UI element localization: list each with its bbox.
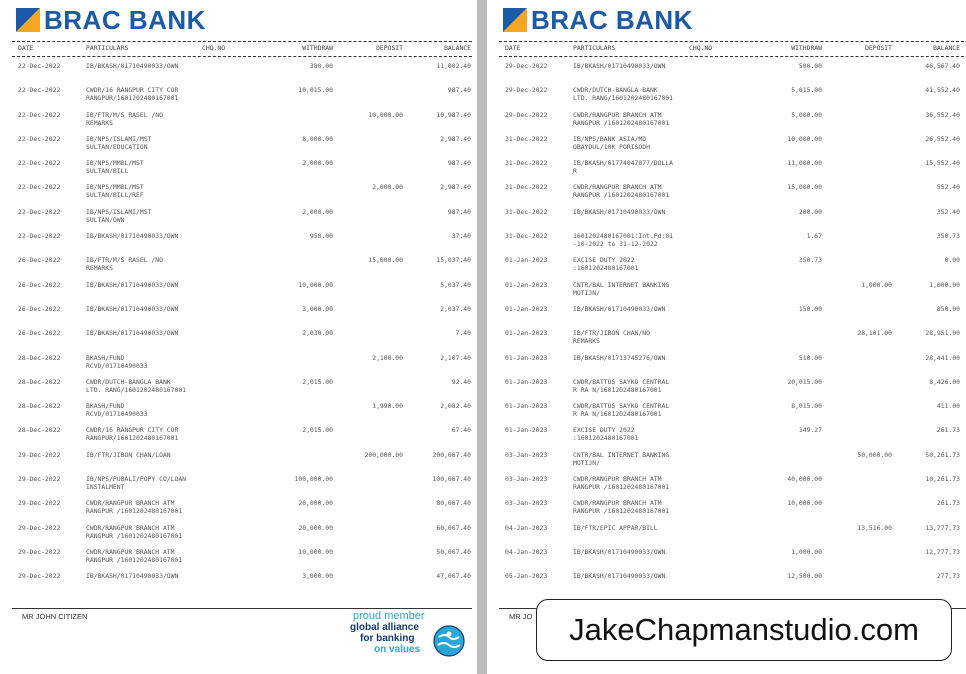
footer-rule bbox=[12, 608, 472, 609]
txn-particulars: CWDR/RANGPUR BRANCH ATM RANGPUR /1601202480167001 bbox=[573, 110, 670, 127]
txn-particulars: CWDR/BATTUS SAYKO CENTRAL R RA N/1601202480167001 bbox=[573, 377, 670, 394]
txn-particulars: CWDR/RANGPUR BRANCH ATM RANGPUR /1601202480167001 bbox=[573, 499, 670, 516]
txn-withdraw: 12,500.00 bbox=[787, 572, 822, 581]
txn-balance: 11,002.40 bbox=[436, 62, 471, 70]
txn-withdraw: 350.73 bbox=[798, 256, 822, 265]
txn-balance: 100,067.40 bbox=[432, 475, 471, 484]
txn-date: 03-Jan-2023 bbox=[505, 475, 548, 484]
txn-balance: 50,067.40 bbox=[436, 547, 471, 556]
txn-balance: 37.40 bbox=[451, 232, 471, 241]
txn-balance: 41,552.40 bbox=[925, 86, 960, 95]
column-header bbox=[0, 44, 477, 56]
txn-particulars: IB/BKASH/01710490033/OWN bbox=[573, 62, 666, 70]
txn-withdraw: 2,000.00 bbox=[302, 159, 333, 168]
txn-balance: 2,037.40 bbox=[440, 304, 471, 313]
txn-balance: 13,777.73 bbox=[925, 523, 960, 532]
col-particulars: PARTICULARS bbox=[86, 44, 129, 52]
txn-balance: 261.73 bbox=[936, 499, 960, 508]
txn-balance: 80,067.40 bbox=[436, 499, 471, 508]
txn-particulars: IB/BKASH/01710490033/OWN bbox=[573, 207, 666, 216]
txn-date: 29-Dec-2022 bbox=[18, 450, 61, 459]
txn-particulars: 1601202480167001:Int.Pd:01 -10-2022 to 31-12-2022 bbox=[573, 232, 674, 249]
transaction-row bbox=[0, 208, 477, 232]
transaction-row bbox=[487, 62, 966, 86]
bank-name: BRAC BANK bbox=[44, 5, 206, 35]
txn-balance: 261.73 bbox=[936, 426, 960, 435]
txn-date: 22-Dec-2022 bbox=[18, 232, 61, 241]
txn-date: 29-Dec-2022 bbox=[505, 62, 548, 70]
txn-balance: 46,567.40 bbox=[925, 62, 960, 70]
account-holder-name: MR JOHN CITIZEN bbox=[22, 612, 88, 621]
statement-page-right bbox=[487, 0, 966, 674]
txn-particulars: CWDR/16 RANGPUR CITY COR RANGPUR/1601202480167001 bbox=[86, 86, 179, 103]
txn-date: 05-Jan-2023 bbox=[505, 572, 548, 581]
transaction-row bbox=[0, 281, 477, 305]
txn-date: 28-Dec-2022 bbox=[18, 402, 61, 411]
col-deposit: DEPOSIT bbox=[865, 44, 892, 52]
txn-withdraw: 20,015.00 bbox=[787, 377, 822, 386]
txn-particulars: BKASH/FUND RCVD/01710490033 bbox=[86, 353, 148, 370]
txn-withdraw: 5,015.00 bbox=[791, 86, 822, 95]
txn-particulars: IB/BKASH/01710490033/OWN bbox=[86, 572, 179, 581]
txn-withdraw: 8,000.00 bbox=[302, 134, 333, 143]
txn-particulars: IB/NPS/MMBL/MST SULTAN/BILL bbox=[86, 159, 144, 176]
brac-bank-logo bbox=[503, 6, 693, 34]
txn-balance: 200,067.40 bbox=[432, 450, 471, 459]
txn-particulars: IB/NPS/ISLAMI/MST SULTAN/OWN bbox=[86, 207, 152, 224]
txn-particulars: BKASH/FUND RCVD/01710490033 bbox=[86, 402, 148, 419]
transaction-row bbox=[0, 524, 477, 548]
txn-date: 04-Jan-2023 bbox=[505, 547, 548, 556]
header-top-rule bbox=[499, 41, 966, 42]
transaction-row bbox=[0, 135, 477, 159]
transaction-row bbox=[0, 111, 477, 135]
txn-deposit: 13,516.00 bbox=[857, 523, 892, 532]
txn-date: 26-Dec-2022 bbox=[18, 329, 61, 338]
txn-deposit: 2,100.00 bbox=[372, 353, 403, 362]
txn-deposit: 200,000.00 bbox=[364, 450, 403, 459]
txn-withdraw: 10,015.00 bbox=[298, 86, 333, 95]
txn-balance: 8,426.00 bbox=[929, 377, 960, 386]
gabv-line-3: for banking bbox=[360, 633, 415, 644]
transaction-row bbox=[487, 548, 966, 572]
txn-date: 22-Dec-2022 bbox=[18, 62, 61, 70]
txn-date: 28-Dec-2022 bbox=[18, 353, 61, 362]
txn-balance: 850.00 bbox=[936, 304, 960, 313]
txn-particulars: IB/NPS/PUBALI/POPY CO/LOAN INSTALMENT bbox=[86, 475, 187, 492]
txn-withdraw: 20,000.00 bbox=[298, 523, 333, 532]
transaction-row bbox=[487, 183, 966, 207]
txn-date: 31-Dec-2022 bbox=[505, 183, 548, 192]
txn-date: 01-Jan-2023 bbox=[505, 353, 548, 362]
txn-date: 31-Dec-2022 bbox=[505, 232, 548, 241]
transaction-row bbox=[0, 475, 477, 499]
txn-date: 01-Jan-2023 bbox=[505, 329, 548, 338]
txn-withdraw: 510.00 bbox=[798, 353, 822, 362]
txn-deposit: 10,000.00 bbox=[368, 110, 403, 119]
txn-withdraw: 2,030.00 bbox=[302, 329, 333, 338]
txn-particulars: IB/BKASH/01710490033/OWN bbox=[86, 329, 179, 338]
txn-balance: 36,552.40 bbox=[925, 110, 960, 119]
txn-particulars: IB/NPS/ISLAMI/MST SULTAN/EDUCATION bbox=[86, 134, 152, 151]
txn-particulars: IB/BKASH/01710490033/OWN bbox=[86, 232, 179, 241]
txn-balance: 350.73 bbox=[936, 232, 960, 241]
transaction-row bbox=[487, 86, 966, 110]
txn-particulars: IB/BKASH/01710490033/OWN bbox=[573, 547, 666, 556]
txn-deposit: 2,000.00 bbox=[372, 183, 403, 192]
txn-date: 22-Dec-2022 bbox=[18, 183, 61, 192]
column-header bbox=[487, 44, 966, 56]
txn-withdraw: 2,015.00 bbox=[302, 377, 333, 386]
txn-withdraw: 2,015.00 bbox=[302, 426, 333, 435]
txn-withdraw: 950.00 bbox=[309, 232, 333, 241]
transaction-row bbox=[0, 159, 477, 183]
transaction-row bbox=[487, 305, 966, 329]
txn-particulars: EXCISE DUTY 2022 :1601202480167001 bbox=[573, 256, 639, 273]
txn-date: 31-Dec-2022 bbox=[505, 159, 548, 168]
txn-balance: 50,261.73 bbox=[925, 450, 960, 459]
txn-balance: 2,987.40 bbox=[440, 183, 471, 192]
txn-balance: 28,441.00 bbox=[925, 353, 960, 362]
transaction-row bbox=[0, 62, 477, 86]
txn-date: 26-Dec-2022 bbox=[18, 256, 61, 265]
txn-particulars: CNTR/BAL INTERNET BANKING MOTIJN/ bbox=[573, 280, 670, 297]
gabv-line-1: proud member bbox=[353, 610, 425, 622]
txn-date: 29-Dec-2022 bbox=[505, 86, 548, 95]
col-deposit: DEPOSIT bbox=[376, 44, 403, 52]
txn-withdraw: 100,000.00 bbox=[294, 475, 333, 484]
transaction-row bbox=[487, 281, 966, 305]
txn-particulars: CWDR/DUTCH-BANGLA BANK LTD. RANG/1601202480167001 bbox=[573, 86, 674, 103]
txn-withdraw: 40,000.00 bbox=[787, 475, 822, 484]
txn-balance: 277.73 bbox=[936, 572, 960, 581]
transaction-row bbox=[0, 572, 477, 596]
transaction-row bbox=[487, 135, 966, 159]
transaction-row bbox=[0, 402, 477, 426]
txn-date: 01-Jan-2023 bbox=[505, 402, 548, 411]
txn-balance: 26,552.40 bbox=[925, 134, 960, 143]
txn-particulars: CWDR/RANGPUR BRANCH ATM RANGPUR /1601202480167001 bbox=[573, 183, 670, 200]
transaction-row bbox=[0, 354, 477, 378]
txn-date: 29-Dec-2022 bbox=[18, 572, 61, 581]
bank-name: BRAC BANK bbox=[531, 5, 693, 35]
txn-particulars: IB/BKASH/01710490033/OWN bbox=[573, 572, 666, 581]
brac-bank-kite-icon bbox=[503, 8, 527, 32]
txn-date: 29-Dec-2022 bbox=[18, 475, 61, 484]
transaction-row bbox=[487, 451, 966, 475]
txn-date: 22-Dec-2022 bbox=[18, 86, 61, 95]
transaction-list bbox=[487, 62, 966, 597]
txn-balance: 987.40 bbox=[447, 207, 471, 216]
txn-balance: 12,777.73 bbox=[925, 547, 960, 556]
txn-balance: 5,037.40 bbox=[440, 280, 471, 289]
txn-date: 31-Dec-2022 bbox=[505, 134, 548, 143]
col-date: DATE bbox=[505, 44, 521, 52]
header-top-rule bbox=[12, 41, 472, 42]
transaction-row bbox=[487, 208, 966, 232]
txn-date: 29-Dec-2022 bbox=[18, 523, 61, 532]
txn-withdraw: 10,000.00 bbox=[298, 280, 333, 289]
txn-balance: 987.40 bbox=[447, 159, 471, 168]
col-date: DATE bbox=[18, 44, 34, 52]
txn-withdraw: 3,000.00 bbox=[302, 304, 333, 313]
txn-particulars: IB/FTR/M/S RASEL /NO REMARKS bbox=[86, 256, 163, 273]
header-bottom-rule bbox=[499, 56, 966, 57]
txn-date: 22-Dec-2022 bbox=[18, 134, 61, 143]
txn-date: 29-Dec-2022 bbox=[505, 110, 548, 119]
transaction-row bbox=[487, 354, 966, 378]
txn-withdraw: 15,000.00 bbox=[787, 183, 822, 192]
txn-withdraw: 200.00 bbox=[798, 207, 822, 216]
transaction-row bbox=[0, 86, 477, 110]
txn-date: 22-Dec-2022 bbox=[18, 159, 61, 168]
txn-deposit: 50,000.00 bbox=[857, 450, 892, 459]
transaction-row bbox=[0, 451, 477, 475]
txn-balance: 28,951.00 bbox=[925, 329, 960, 338]
txn-balance: 552.40 bbox=[936, 183, 960, 192]
transaction-row bbox=[0, 426, 477, 450]
txn-date: 03-Jan-2023 bbox=[505, 450, 548, 459]
txn-particulars: IB/FTR/JIBON CHAN/LOAN bbox=[86, 450, 171, 459]
txn-particulars: IB/BKASH/01710490033/OWN bbox=[86, 62, 179, 70]
txn-particulars: IB/BKASH/01710490033/OWN bbox=[86, 280, 179, 289]
txn-balance: 15,552.40 bbox=[925, 159, 960, 168]
txn-date: 01-Jan-2023 bbox=[505, 304, 548, 313]
txn-balance: 67.40 bbox=[451, 426, 471, 435]
txn-date: 01-Jan-2023 bbox=[505, 256, 548, 265]
txn-particulars: CWDR/BATTUS SAYKO CENTRAL R RA N/1601202480167001 bbox=[573, 402, 670, 419]
txn-particulars: IB/BKASH/01713745276/OWN bbox=[573, 353, 666, 362]
transaction-row bbox=[487, 402, 966, 426]
txn-date: 22-Dec-2022 bbox=[18, 207, 61, 216]
transaction-row bbox=[487, 256, 966, 280]
brac-bank-kite-icon bbox=[16, 8, 40, 32]
txn-balance: 10,261.73 bbox=[925, 475, 960, 484]
transaction-row bbox=[0, 232, 477, 256]
txn-date: 28-Dec-2022 bbox=[18, 377, 61, 386]
txn-withdraw: 20,000.00 bbox=[298, 499, 333, 508]
txn-particulars: CWDR/RANGPUR BRANCH ATM RANGPUR /1601202480167001 bbox=[573, 475, 670, 492]
col-withdraw: WITHDRAW bbox=[302, 44, 333, 52]
txn-deposit: 15,000.00 bbox=[368, 256, 403, 265]
txn-particulars: IB/FTR/M/S RASEL /NO REMARKS bbox=[86, 110, 163, 127]
txn-date: 01-Jan-2023 bbox=[505, 377, 548, 386]
col-balance: BALANCE bbox=[933, 44, 960, 52]
transaction-row bbox=[487, 499, 966, 523]
txn-balance: 0.00 bbox=[944, 256, 960, 265]
gabv-member-badge bbox=[350, 611, 468, 661]
txn-withdraw: 2,000.00 bbox=[302, 207, 333, 216]
txn-withdraw: 10,000.00 bbox=[787, 499, 822, 508]
txn-date: 31-Dec-2022 bbox=[505, 207, 548, 216]
transaction-row bbox=[487, 426, 966, 450]
txn-balance: 7.40 bbox=[455, 329, 471, 338]
transaction-row bbox=[0, 256, 477, 280]
txn-withdraw: 10,000.00 bbox=[298, 547, 333, 556]
txn-particulars: IB/BKASH/01710490033/OWN bbox=[573, 304, 666, 313]
txn-date: 29-Dec-2022 bbox=[18, 499, 61, 508]
txn-withdraw: 149.27 bbox=[798, 426, 822, 435]
txn-particulars: IB/BKASH/01710490033/OWN bbox=[86, 304, 179, 313]
txn-withdraw: 150.00 bbox=[798, 304, 822, 313]
transaction-row bbox=[0, 499, 477, 523]
txn-withdraw: 500.00 bbox=[798, 62, 822, 70]
col-chq-no: CHQ.NO bbox=[689, 44, 713, 52]
transaction-row bbox=[0, 305, 477, 329]
globe-icon bbox=[433, 625, 465, 657]
transaction-row bbox=[0, 329, 477, 353]
header-bottom-rule bbox=[12, 56, 472, 57]
txn-balance: 15,037.40 bbox=[436, 256, 471, 265]
txn-date: 26-Dec-2022 bbox=[18, 280, 61, 289]
transaction-row bbox=[0, 548, 477, 572]
txn-withdraw: 5,000.00 bbox=[791, 110, 822, 119]
page-divider bbox=[477, 0, 487, 674]
txn-balance: 60,067.40 bbox=[436, 523, 471, 532]
txn-particulars: CWDR/RANGPUR BRANCH ATM RANGPUR /1601202480167001 bbox=[86, 499, 183, 516]
txn-withdraw: 11,000.00 bbox=[787, 159, 822, 168]
txn-withdraw: 1,000.00 bbox=[791, 547, 822, 556]
txn-balance: 2,987.40 bbox=[440, 134, 471, 143]
transaction-list bbox=[0, 62, 477, 597]
txn-balance: 1,000.00 bbox=[929, 280, 960, 289]
col-particulars: PARTICULARS bbox=[573, 44, 616, 52]
txn-particulars: CWDR/RANGPUR BRANCH ATM RANGPUR /1601202480167001 bbox=[86, 523, 183, 540]
txn-balance: 47,067.40 bbox=[436, 572, 471, 581]
txn-date: 26-Dec-2022 bbox=[18, 304, 61, 313]
transaction-row bbox=[0, 378, 477, 402]
txn-particulars: IB/NPS/BANK ASIA/MD OBAYDUL/10K PORISODH bbox=[573, 134, 650, 151]
txn-withdraw: 3,000.00 bbox=[302, 572, 333, 581]
gabv-line-2: global alliance bbox=[350, 622, 419, 633]
transaction-row bbox=[487, 329, 966, 353]
txn-particulars: IB/NPS/MMBL/MST SULTAN/BILL/REF bbox=[86, 183, 144, 200]
txn-particulars: IB/BKASH/01774047077/DOLLA R bbox=[573, 159, 674, 176]
txn-balance: 92.40 bbox=[451, 377, 471, 386]
txn-date: 04-Jan-2023 bbox=[505, 523, 548, 532]
watermark-banner: JakeChapmanstudio.com bbox=[536, 599, 952, 661]
txn-withdraw: 10,000.00 bbox=[787, 134, 822, 143]
txn-date: 01-Jan-2023 bbox=[505, 280, 548, 289]
transaction-row bbox=[487, 475, 966, 499]
col-withdraw: WITHDRAW bbox=[791, 44, 822, 52]
txn-withdraw: 8,015.00 bbox=[791, 402, 822, 411]
txn-date: 29-Dec-2022 bbox=[18, 547, 61, 556]
txn-particulars: CWDR/RANGPUR BRANCH ATM RANGPUR /1601202480167001 bbox=[86, 547, 183, 564]
transaction-row bbox=[487, 524, 966, 548]
txn-deposit: 28,101.00 bbox=[857, 329, 892, 338]
txn-deposit: 1,000.00 bbox=[861, 280, 892, 289]
txn-withdraw: 1.67 bbox=[806, 232, 822, 241]
transaction-row bbox=[487, 111, 966, 135]
txn-date: 28-Dec-2022 bbox=[18, 426, 61, 435]
txn-particulars: EXCISE DUTY 2022 :1601202480167001 bbox=[573, 426, 639, 443]
transaction-row bbox=[487, 232, 966, 256]
statement-page-left bbox=[0, 0, 477, 674]
col-balance: BALANCE bbox=[444, 44, 471, 52]
txn-date: 03-Jan-2023 bbox=[505, 499, 548, 508]
txn-particulars: IB/FTR/EPIC APPAR/BILL bbox=[573, 523, 658, 532]
txn-particulars: CWDR/16 RANGPUR CITY COR RANGPUR/1601202480167001 bbox=[86, 426, 179, 443]
txn-particulars: CNTR/BAL INTERNET BANKING MOTIJN/ bbox=[573, 450, 670, 467]
txn-withdraw: 380.00 bbox=[309, 62, 333, 70]
account-holder-name-partial: MR JO bbox=[509, 612, 533, 621]
txn-balance: 987.40 bbox=[447, 86, 471, 95]
brac-bank-logo bbox=[16, 6, 206, 34]
col-chq-no: CHQ.NO bbox=[202, 44, 226, 52]
txn-particulars: CWDR/DUTCH-BANGLA BANK LTD. RANG/1601202480167001 bbox=[86, 377, 187, 394]
txn-balance: 352.40 bbox=[936, 207, 960, 216]
transaction-row bbox=[487, 159, 966, 183]
txn-date: 22-Dec-2022 bbox=[18, 110, 61, 119]
transaction-row bbox=[0, 183, 477, 207]
txn-balance: 10,987.40 bbox=[436, 110, 471, 119]
txn-date: 01-Jan-2023 bbox=[505, 426, 548, 435]
transaction-row bbox=[487, 378, 966, 402]
gabv-line-4: on values bbox=[374, 644, 421, 655]
transaction-row bbox=[487, 572, 966, 596]
txn-particulars: IB/FTR/JIBON CHAN/NO REMARKS bbox=[573, 329, 650, 346]
txn-balance: 411.00 bbox=[936, 402, 960, 411]
txn-deposit: 1,990.00 bbox=[372, 402, 403, 411]
txn-balance: 2,107.40 bbox=[440, 353, 471, 362]
txn-balance: 2,082.40 bbox=[440, 402, 471, 411]
